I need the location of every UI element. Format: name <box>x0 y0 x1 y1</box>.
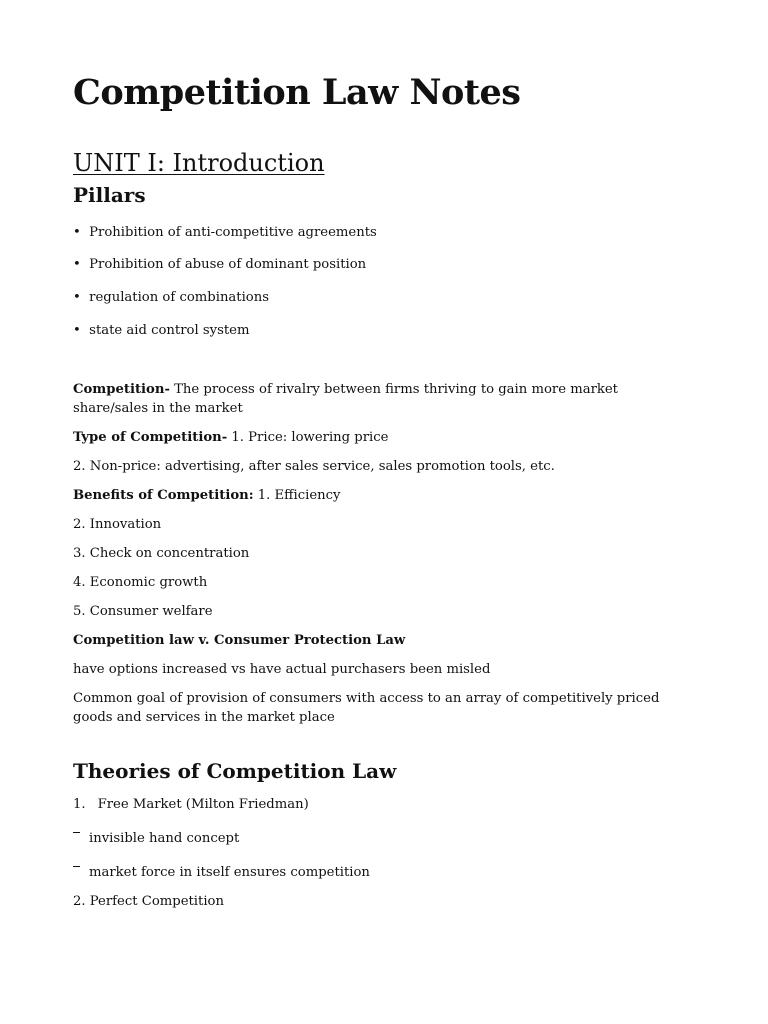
pillar-item <box>73 323 249 338</box>
benefits-first: 1. Efficiency <box>253 488 341 503</box>
bullet-icon: • <box>73 257 81 272</box>
theory-sub-item <box>73 863 370 882</box>
competition-term: Competition- <box>73 382 170 397</box>
theory-item-number: 1. <box>73 797 86 812</box>
theory-sub-item-text: invisible hand concept <box>89 831 240 846</box>
competition-types <box>73 428 388 447</box>
theory-item-text: Free Market (Milton Friedman) <box>97 797 309 812</box>
pillar-item-text: state aid control system <box>89 323 250 338</box>
pillar-item <box>73 290 269 305</box>
bullet-icon: • <box>73 225 81 240</box>
pillar-item-text: Prohibition of anti-competitive agreements <box>89 225 377 240</box>
benefit-item: 3. Check on concentration <box>73 546 250 561</box>
theory-item <box>73 795 309 814</box>
pillar-item <box>73 257 366 272</box>
comparison-line-1: have options increased vs have actual purchasers been misled <box>73 662 491 677</box>
benefit-item: 5. Consumer welfare <box>73 604 213 619</box>
bullet-icon: • <box>73 290 81 305</box>
benefits-term: Benefits of Competition: <box>73 488 254 503</box>
pillar-item-text: Prohibition of abuse of dominant position <box>89 257 367 272</box>
types-second: 2. Non-price: advertising, after sales service, sales promotion tools, etc. <box>73 459 555 474</box>
competition-benefits <box>73 486 341 505</box>
comparison-heading <box>73 631 405 650</box>
theory-item: 2. Perfect Competition <box>73 894 224 909</box>
types-first: 1. Price: lowering price <box>227 430 389 445</box>
competition-definition-text: The process of rivalry between firms thriving to gain more market share/sales in the market <box>73 382 618 416</box>
pillar-item <box>73 225 377 240</box>
theory-sub-item <box>73 829 239 848</box>
types-term: Type of Competition- <box>73 430 228 445</box>
dash-icon <box>73 866 80 867</box>
bullet-icon: • <box>73 323 81 338</box>
pillar-item-text: regulation of combinations <box>89 290 270 305</box>
theory-sub-item-text: market force in itself ensures competition <box>89 865 370 880</box>
unit-heading: UNIT I: Introduction <box>73 149 325 177</box>
competition-definition <box>73 380 693 418</box>
document-title: Competition Law Notes <box>73 72 521 113</box>
benefit-item: 4. Economic growth <box>73 575 208 590</box>
comparison-line-2: Common goal of provision of consumers with access to an array of competitively priced goods and services in the market place <box>73 691 660 725</box>
pillars-heading: Pillars <box>73 183 146 207</box>
comparison-heading-text: Competition law v. Consumer Protection Law <box>73 633 406 648</box>
benefit-item: 2. Innovation <box>73 517 162 532</box>
theories-heading: Theories of Competition Law <box>73 759 397 783</box>
dash-icon <box>73 832 80 833</box>
